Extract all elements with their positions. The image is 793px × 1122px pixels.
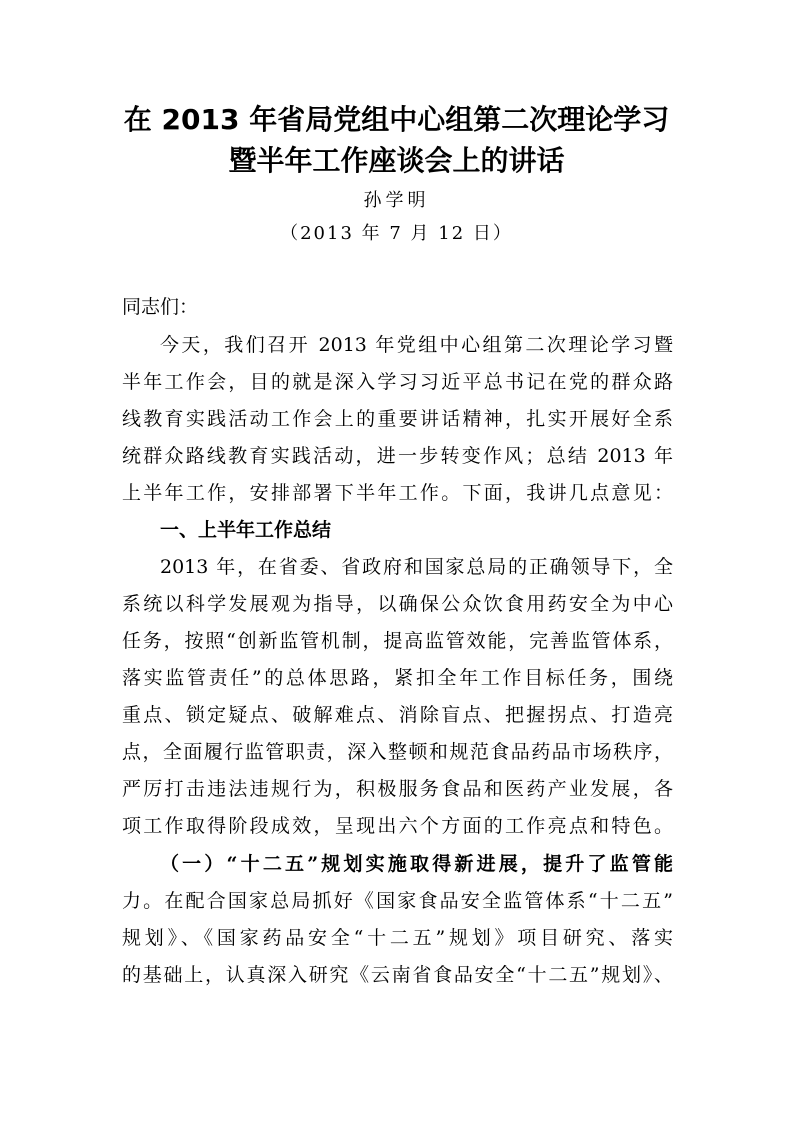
salutation: 同志们： bbox=[122, 296, 199, 318]
paragraph-1-line: 今天，我们召开 2013 年党组中心组第二次理论学习暨 bbox=[160, 334, 673, 356]
subsection-1-heading: （一）“十二五”规划实施取得新进展，提升了监管能 bbox=[160, 853, 673, 875]
paragraph-2-line: 落实监管责任”的总体思路，紧扣全年工作目标任务，围绕 bbox=[122, 667, 673, 689]
paragraph-3-line: 规划》、《国家药品安全“十二五”规划》项目研究、落实 bbox=[122, 927, 673, 949]
paragraph-2-line: 项工作取得阶段成效，呈现出六个方面的工作亮点和特色。 bbox=[122, 815, 673, 837]
paragraph-1-line: 半年工作会，目的就是深入学习习近平总书记在党的群众路 bbox=[122, 371, 673, 393]
paragraph-2-line: 2013 年，在省委、省政府和国家总局的正确领导下，全 bbox=[160, 556, 673, 578]
paragraph-2-line: 重点、锁定疑点、破解难点、消除盲点、把握拐点、打造亮 bbox=[122, 704, 673, 726]
document-title-line-1: 在 2013 年省局党组中心组第二次理论学习 bbox=[123, 103, 670, 136]
paragraph-1-line: 统群众路线教育实践活动，进一步转变作风；总结 2013 年 bbox=[122, 445, 673, 467]
document-author: 孙学明 bbox=[363, 190, 430, 211]
paragraph-1-line: 线教育实践活动工作会上的重要讲话精神，扎实开展好全系 bbox=[122, 408, 673, 430]
section-1-heading: 一、上半年工作总结 bbox=[160, 519, 332, 541]
paragraph-2-line: 点，全面履行监管职责，深入整顿和规范食品药品市场秩序， bbox=[122, 741, 673, 763]
paragraph-3-line: 的基础上，认真深入研究《云南省食品安全“十二五”规划》、 bbox=[122, 964, 673, 986]
paragraph-2-line: 任务，按照“创新监管机制，提高监管效能，完善监管体系， bbox=[122, 630, 673, 652]
paragraph-2-line: 系统以科学发展观为指导，以确保公众饮食用药安全为中心 bbox=[122, 593, 673, 615]
document-date: （2013 年 7 月 12 日） bbox=[280, 223, 513, 244]
paragraph-2-line: 严厉打击违法违规行为，积极服务食品和医药产业发展，各 bbox=[122, 778, 673, 800]
document-title-line-2: 暨半年工作座谈会上的讲话 bbox=[228, 144, 565, 177]
paragraph-3-line: 力。在配合国家总局抓好《国家食品安全监管体系“十二五” bbox=[122, 890, 673, 912]
paragraph-1-line: 上半年工作，安排部署下半年工作。下面，我讲几点意见： bbox=[122, 482, 673, 504]
